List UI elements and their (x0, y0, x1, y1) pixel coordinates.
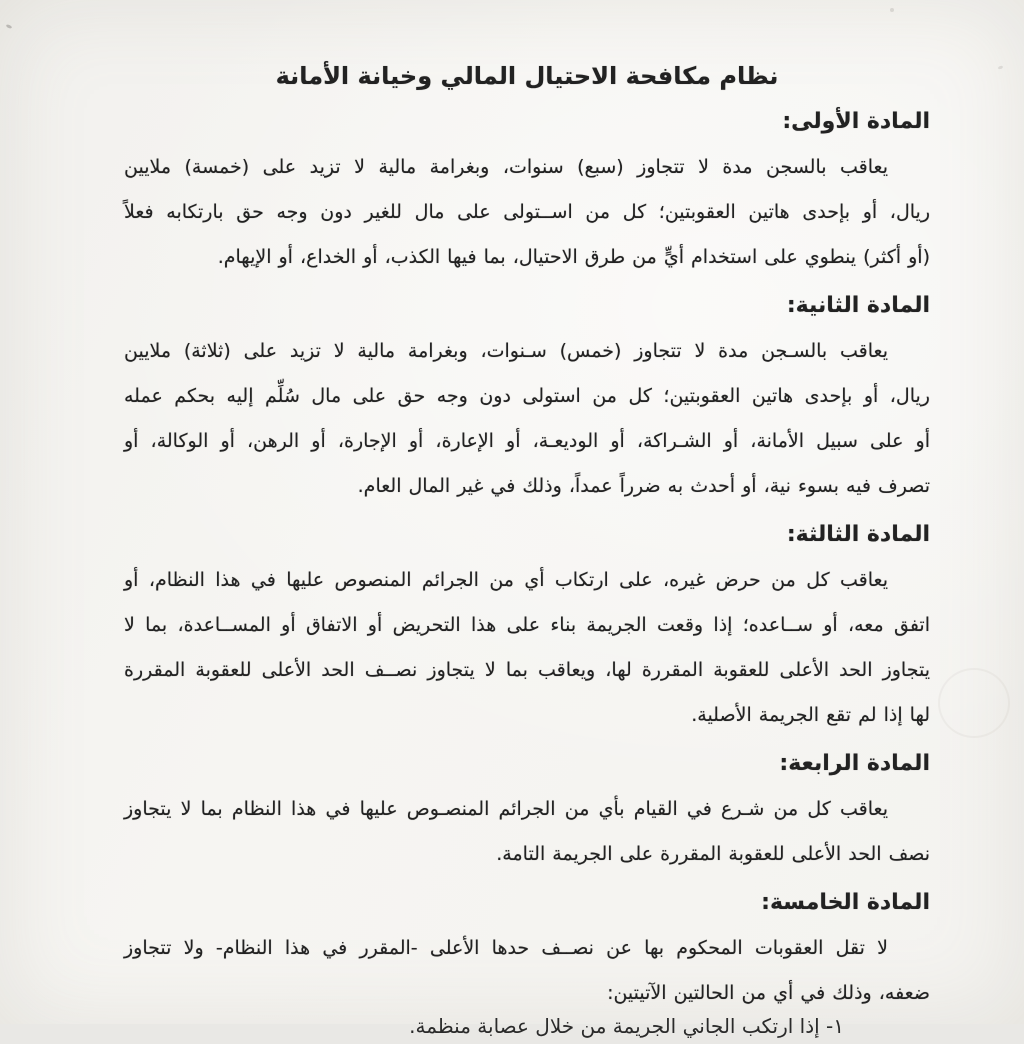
article-section-1 (124, 104, 930, 280)
paragraph-line: يعاقب بالسجن مدة لا تتجاوز (سبع) سنوات، وبغرامة مالية لا تزيد على (خمسة) ملايين (124, 156, 888, 178)
paragraph-line: يعاقب كل من شـرع في القيام بأي من الجرائم المنصـوص عليها في هذا النظام بما لا يتجاوز (124, 798, 888, 820)
article-section-4 (124, 746, 930, 877)
paragraph-line: تصرف فيه بسوء نية، أو أحدث به ضرراً عمداً، وذلك في غير المال العام. (357, 475, 930, 497)
paragraph-line: (أو أكثر) ينطوي على استخدام أيٍّ من طرق الاحتيال، بما فيها الكذب، أو الخداع، أو الإيهام. (217, 246, 930, 268)
document-content (124, 0, 930, 1016)
scan-stain (938, 668, 1010, 738)
article-heading: المادة الثانية: (786, 293, 930, 318)
clipped-list-item: ١- إذا ارتكب الجاني الجريمة من خلال عصابة منظمة. (409, 1014, 844, 1038)
paragraph-line: لا تقل العقوبات المحكوم بها عن نصــف حدها الأعلى -المقرر في هذا النظام- ولا تتجاوز (124, 937, 888, 959)
article-heading: المادة الأولى: (782, 109, 930, 134)
document-title: نظام مكافحة الاحتيال المالي وخيانة الأمانة (275, 62, 779, 90)
article-heading: المادة الثالثة: (786, 522, 930, 547)
article-body (124, 787, 930, 877)
scan-speck (998, 65, 1004, 70)
paragraph-line: اتفق معه، أو ســاعده؛ إذا وقعت الجريمة بناء على هذا التحريض أو الاتفاق أو المســاعدة، بما لا (124, 614, 930, 636)
paragraph-line: ضعفه، وذلك في أي من الحالتين الآتيتين: (607, 982, 930, 1004)
article-body (124, 145, 930, 280)
article-heading: المادة الرابعة: (779, 751, 930, 776)
paragraph-line: لها إذا لم تقع الجريمة الأصلية. (691, 704, 930, 726)
clipped-bottom-line (124, 1008, 930, 1038)
paragraph-line: ريال، أو بإحدى هاتين العقوبتين؛ كل من اســتولى على مال للغير دون وجه حق بارتكابه فعلاً (124, 201, 930, 223)
article-body (124, 558, 930, 738)
article-heading: المادة الخامسة: (761, 890, 930, 915)
paragraph-line: ريال، أو بإحدى هاتين العقوبتين؛ كل من استولى دون وجه حق على مال سُلِّم إليه بحكم عمله (124, 385, 930, 407)
paragraph-line: نصف الحد الأعلى للعقوبة المقررة على الجريمة التامة. (496, 843, 930, 865)
article-section-5 (124, 885, 930, 1016)
scan-speck (6, 24, 13, 29)
paragraph-line: يتجاوز الحد الأعلى للعقوبة المقررة لها، ويعاقب بما لا يتجاوز نصــف الحد الأعلى للعقوبة المقررة (124, 659, 930, 681)
paragraph-line: أو على سبيل الأمانة، أو الشـراكة، أو الوديعـة، أو الإعارة، أو الإجارة، أو الرهن، أو الوكالة، أو (124, 430, 930, 452)
article-section-3 (124, 517, 930, 738)
article-body (124, 926, 930, 1016)
paragraph-line: يعاقب بالسـجن مدة لا تتجاوز (خمس) سـنوات، وبغرامة مالية لا تزيد على (ثلاثة) ملايين (124, 340, 888, 362)
article-body (124, 329, 930, 509)
article-section-2 (124, 288, 930, 509)
paragraph-line: يعاقب كل من حرض غيره، على ارتكاب أي من الجرائم المنصوص عليها في هذا النظام، أو (124, 569, 888, 591)
